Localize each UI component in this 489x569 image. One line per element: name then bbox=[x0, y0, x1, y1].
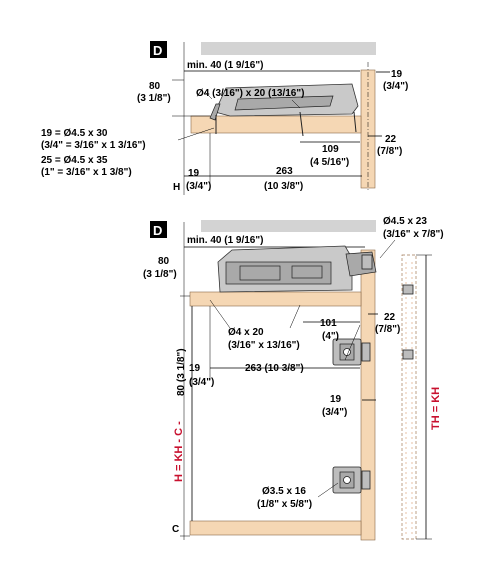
dim-109: 109 bbox=[322, 144, 339, 155]
dim-19-right-2: 19 bbox=[330, 394, 342, 405]
screw-top-spec-inch: (3/16" x 7/8") bbox=[383, 229, 444, 240]
screw-callout: Ø4 (3/16") x 20 (13/16") bbox=[196, 88, 305, 99]
screw19-spec-inch: (3/4" = 3/16" x 1 3/16") bbox=[41, 140, 146, 151]
top-panel-2 bbox=[201, 220, 376, 232]
bottom-view bbox=[143, 216, 444, 540]
dim-109-inch: (4 5/16") bbox=[310, 157, 350, 168]
dim-80-vertical: 80 (3 1/8") bbox=[176, 348, 187, 396]
dim-80-2: 80 bbox=[158, 256, 170, 267]
dim-22: 22 bbox=[385, 134, 397, 145]
dim-80: 80 bbox=[149, 81, 161, 92]
dim-19-right-2-inch: (3/4") bbox=[322, 407, 348, 418]
dim-19-right-inch: (3/4") bbox=[383, 81, 409, 92]
min-40-label: min. 40 (1 9/16") bbox=[187, 60, 264, 71]
screw-low-spec: Ø3.5 x 16 bbox=[262, 486, 306, 497]
dim-263: 263 bbox=[276, 166, 293, 177]
screw-mid-spec: Ø4 x 20 bbox=[228, 327, 264, 338]
dim-22-2: 22 bbox=[384, 312, 396, 323]
top-view bbox=[41, 41, 408, 195]
dim-19-right: 19 bbox=[391, 69, 403, 80]
front-fitting-top bbox=[362, 255, 372, 269]
dim-101: 101 bbox=[320, 318, 337, 329]
dim-19-left-inch: (3/4") bbox=[186, 181, 212, 192]
screw25-spec: 25 = Ø4.5 x 35 bbox=[41, 155, 108, 166]
dim-80-2-inch: (3 1/8") bbox=[143, 269, 177, 280]
screw-mid-spec-inch: (3/16" x 13/16") bbox=[228, 340, 300, 351]
door-clip-1 bbox=[403, 285, 413, 294]
h-formula: H = KH - C - bbox=[173, 421, 185, 482]
door-clip-2 bbox=[403, 350, 413, 359]
screw-low-spec-inch: (1/8" x 5/8") bbox=[257, 499, 313, 510]
lower-hinge bbox=[333, 467, 370, 493]
c-label: C bbox=[172, 524, 180, 535]
door-outline bbox=[402, 255, 416, 539]
upper-hinge bbox=[333, 339, 370, 365]
dim-80-inch: (3 1/8") bbox=[137, 93, 171, 104]
h-label: H bbox=[173, 182, 181, 193]
dim-263-2: 263 (10 3/8") bbox=[245, 363, 304, 374]
screw25-spec-inch: (1" = 3/16" x 1 3/8") bbox=[41, 167, 132, 178]
mechanism-detail bbox=[240, 266, 280, 280]
shelf-bottom bbox=[190, 521, 361, 535]
screw19-spec: 19 = Ø4.5 x 30 bbox=[41, 128, 108, 139]
dim-22-inch: (7/8") bbox=[377, 146, 403, 157]
dim-19-left-2: 19 bbox=[189, 363, 201, 374]
screw-top-spec: Ø4.5 x 23 bbox=[383, 216, 427, 227]
cabinet-side bbox=[361, 250, 375, 540]
th-formula: TH = KH bbox=[430, 386, 442, 430]
shelf-top bbox=[190, 292, 361, 306]
dim-19-left-2-inch: (3/4") bbox=[189, 377, 215, 388]
dim-263-inch: (10 3/8") bbox=[264, 181, 304, 192]
mechanism-detail-2 bbox=[292, 266, 322, 278]
dim-22-2-inch: (7/8") bbox=[375, 324, 401, 335]
min-40-label-2: min. 40 (1 9/16") bbox=[187, 235, 264, 246]
dim-19-left: 19 bbox=[188, 168, 200, 179]
dim-101-inch: (4") bbox=[322, 331, 339, 342]
top-panel bbox=[201, 42, 376, 55]
badge-d-label: D bbox=[153, 43, 163, 58]
badge-d-2-label: D bbox=[153, 223, 163, 238]
